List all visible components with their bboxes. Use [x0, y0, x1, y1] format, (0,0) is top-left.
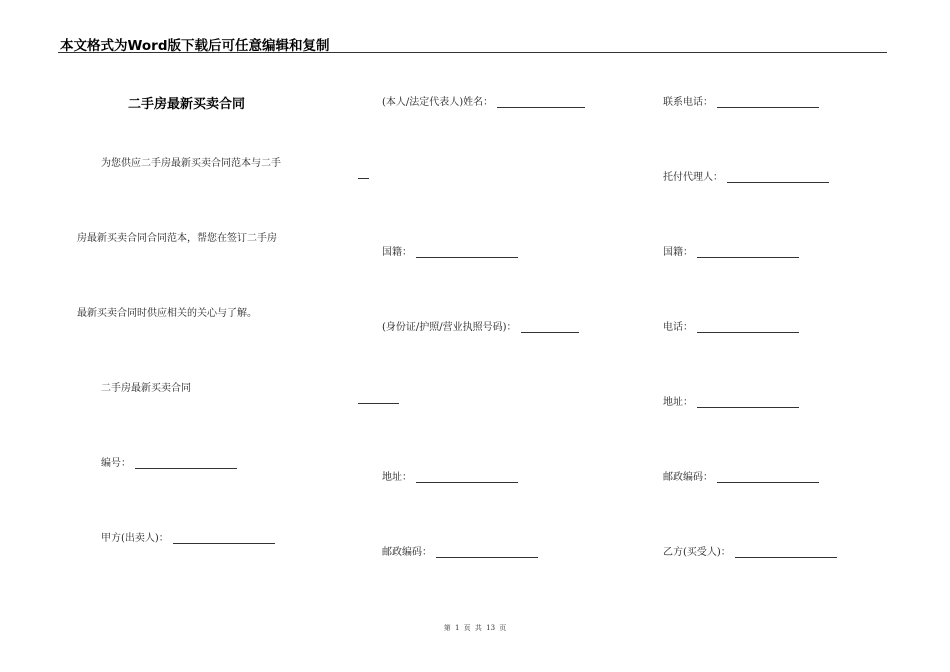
document-title: 二手房最新买卖合同 — [128, 97, 246, 112]
field-party-a-blank — [173, 534, 275, 544]
field-nationality-a-label: 国籍： — [382, 247, 412, 258]
field-party-b-blank — [735, 548, 837, 558]
field-party-b — [663, 543, 837, 558]
field-phone-contact-label: 联系电话： — [663, 97, 713, 108]
footer-suffix: 页 — [499, 624, 507, 632]
field-number-blank — [135, 459, 237, 469]
field-party-a — [101, 529, 275, 544]
field-phone-agent-blank — [697, 323, 799, 333]
field-agent-blank — [727, 173, 829, 183]
field-phone-agent — [663, 318, 799, 333]
field-number — [101, 454, 237, 469]
footer-prefix: 第 — [443, 624, 451, 632]
field-phone-contact — [663, 93, 819, 108]
field-address-a — [382, 468, 518, 483]
field-postcode-agent — [663, 468, 819, 483]
field-address-a-label: 地址： — [382, 472, 412, 483]
field-agent-label: 托付代理人： — [663, 172, 723, 183]
field-name-label: (本人/法定代表人)姓名： — [382, 97, 494, 108]
footer-total-word: 共 — [474, 624, 482, 632]
field-postcode-a-label: 邮政编码： — [382, 547, 432, 558]
footer-total-pages: 13 — [486, 624, 496, 632]
footer-page-word: 页 — [463, 624, 471, 632]
field-id-number — [382, 318, 579, 333]
field-name — [382, 93, 585, 108]
page-footer — [0, 623, 950, 633]
field-name-blank — [497, 98, 585, 108]
field-nationality-agent-blank — [697, 248, 799, 258]
field-party-a-label: 甲方(出卖人)： — [101, 533, 169, 544]
field-postcode-a-blank — [436, 548, 538, 558]
field-id-number-blank — [521, 323, 579, 333]
field-nationality-agent — [663, 243, 799, 258]
field-phone-contact-blank — [717, 98, 819, 108]
field-nationality-a — [382, 243, 518, 258]
intro-line-1: 为您供应二手房最新买卖合同范本与二手 — [101, 158, 281, 169]
intro-line-2: 房最新买卖合同合同范本，帮您在签订二手房 — [77, 233, 277, 244]
field-party-b-label: 乙方(买受人)： — [663, 547, 731, 558]
field-postcode-agent-blank — [717, 473, 819, 483]
field-address-agent-label: 地址： — [663, 397, 693, 408]
footer-current-page: 1 — [454, 624, 460, 632]
field-number-label: 编号： — [101, 458, 131, 469]
contract-subtitle: 二手房最新买卖合同 — [101, 383, 191, 394]
header-divider — [58, 52, 887, 53]
field-postcode-a — [382, 543, 538, 558]
field-id-number-label: (身份证/护照/营业执照号码)： — [382, 322, 517, 333]
field-id-number-continuation — [358, 403, 399, 404]
field-nationality-agent-label: 国籍： — [663, 247, 693, 258]
field-agent — [663, 168, 829, 183]
field-phone-agent-label: 电话： — [663, 322, 693, 333]
field-name-continuation — [358, 178, 369, 179]
field-address-a-blank — [416, 473, 518, 483]
header-title: 本文格式为Word版下载后可任意编辑和复制 — [60, 38, 330, 54]
field-address-agent-blank — [697, 398, 799, 408]
intro-line-3: 最新买卖合同时供应相关的关心与了解。 — [77, 308, 257, 319]
field-address-agent — [663, 393, 799, 408]
field-postcode-agent-label: 邮政编码： — [663, 472, 713, 483]
field-nationality-a-blank — [416, 248, 518, 258]
